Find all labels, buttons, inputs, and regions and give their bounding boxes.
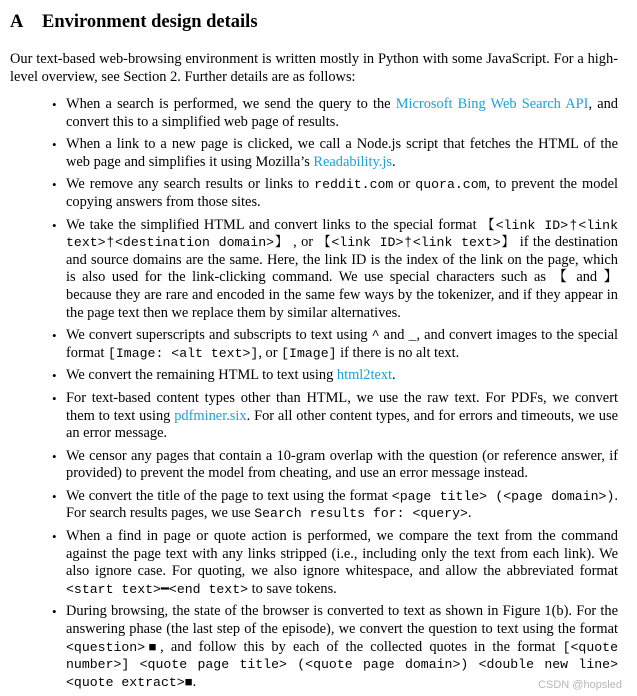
item-text: or <box>393 176 416 193</box>
item-text: For text-based content types other than HTML, we use the raw text. For PDFs, we convert them to text using <box>66 389 618 424</box>
list-item <box>52 389 618 443</box>
item-text: . <box>467 505 472 522</box>
intro-paragraph: Our text-based web-browsing environment is written mostly in Python with some JavaScript. For a high-level overview, see Section 2. Further details are as follows: <box>10 51 618 85</box>
list-item <box>52 176 618 211</box>
item-text: to save tokens. <box>248 580 337 597</box>
inline-code: _ <box>408 328 417 344</box>
item-text: . <box>392 367 396 384</box>
watermark: CSDN @hopsled <box>538 679 622 691</box>
item-text: When a link to a new page is clicked, we call a Node.js script that fetches the HTML of the web page and simplifies it using Mozilla’s <box>66 136 618 170</box>
item-text: if there is no alt text. <box>336 344 460 361</box>
bullet-icon: • <box>52 390 57 406</box>
item-text: , and convert images to the special format <box>66 327 618 361</box>
inline-code: [<quote number>] <quote page title> (<quote page domain>) <double new line><quote extract>■ <box>66 639 618 690</box>
item-text: When a find in page or quote action is performed, we compare the text from the command against the page text with any links stripped (i.e., including only the text from each link). We also ignore case. For quoting, we also ignore whitespace, and allow the abbreviated format <box>66 528 618 580</box>
list-item <box>52 603 618 691</box>
inline-code: reddit.com <box>314 177 394 193</box>
item-text: , or <box>288 234 318 251</box>
list-item <box>52 216 618 323</box>
inline-code: [Image] <box>281 345 337 361</box>
inline-link[interactable]: html2text <box>336 367 393 384</box>
item-text: We convert superscripts and subscripts to text using <box>66 327 372 344</box>
inline-code: 【<link ID>†<link text>†<destination domain>】 <box>66 217 618 251</box>
bullet-icon: • <box>52 137 57 153</box>
item-text: , and follow this by each of the collected quotes in the format <box>160 638 563 655</box>
item-text: We convert the title of the page to text using the format <box>66 487 392 504</box>
item-text: , or <box>258 344 282 361</box>
bullet-icon: • <box>52 328 57 344</box>
inline-link[interactable]: pdfminer.six <box>174 407 247 424</box>
item-text: . <box>392 153 396 170</box>
item-text: if the destination and source domains are the same. Here, the link ID is the index of the link on the page, which is also used for the link-clicking command. We use special characters such as 【 and 】 because they are rare and encoded in the same few ways by the tokenizer, and if they appear in the page text then we replace them by similar alternatives. <box>66 234 618 321</box>
bullet-icon: • <box>52 177 57 193</box>
list-item <box>52 136 618 171</box>
item-text: and <box>379 327 409 344</box>
item-text: When a search is performed, we send the query to the <box>66 96 396 112</box>
item-text: , and convert this to a simplified web page of results. <box>66 96 618 130</box>
item-text: We censor any pages that contain a 10-gram overlap with the question (or reference answer, if provided) to prevent the model from cheating, and use an error message instead. <box>66 447 618 482</box>
item-text: . <box>192 673 197 690</box>
bullet-icon: • <box>52 604 57 620</box>
list-item <box>52 447 618 483</box>
list-item <box>52 528 618 598</box>
paper-page <box>10 10 618 696</box>
design-details-list <box>10 96 618 691</box>
section-heading <box>10 10 618 34</box>
item-text: , to prevent the model copying answers from those sites. <box>66 176 618 210</box>
bullet-icon: • <box>52 448 57 464</box>
item-text: . For all other content types, and for errors and timeouts, we use an error message. <box>66 407 618 442</box>
inline-code: Search results for: <query> <box>254 506 468 522</box>
inline-link[interactable]: Microsoft Bing Web Search API <box>395 96 589 112</box>
inline-code: quora.com <box>415 177 487 193</box>
inline-link[interactable]: Readability.js <box>313 153 393 170</box>
list-item <box>52 367 618 385</box>
bullet-icon: • <box>52 97 57 112</box>
inline-code: ^ <box>371 328 380 344</box>
inline-code: [Image: <alt text>] <box>107 345 259 361</box>
bullet-icon: • <box>52 529 57 545</box>
list-item <box>52 487 618 523</box>
item-text: During browsing, the state of the browser is converted to text as shown in Figure 1(b). For the answering phase (the last step of the episode), we convert the question to text using the format <box>66 603 618 638</box>
inline-code: 【<link ID>†<link text>】 <box>317 235 516 251</box>
bullet-icon: • <box>52 368 57 384</box>
item-text: We convert the remaining HTML to text using <box>66 367 337 384</box>
item-text: We remove any search results or links to <box>66 176 315 193</box>
item-text: . For search results pages, we use <box>66 487 618 522</box>
section-number: A <box>10 12 24 32</box>
bullet-icon: • <box>52 488 57 504</box>
list-item <box>52 327 618 362</box>
section-title: Environment design details <box>42 12 258 32</box>
inline-code: <page title> (<page domain>) <box>391 488 615 504</box>
inline-code: <question>■ <box>66 639 161 655</box>
item-text: We take the simplified HTML and convert links to the special format <box>66 216 482 233</box>
inline-code: <start text>━<end text> <box>66 581 249 597</box>
list-item <box>52 96 618 131</box>
bullet-icon: • <box>52 217 57 233</box>
